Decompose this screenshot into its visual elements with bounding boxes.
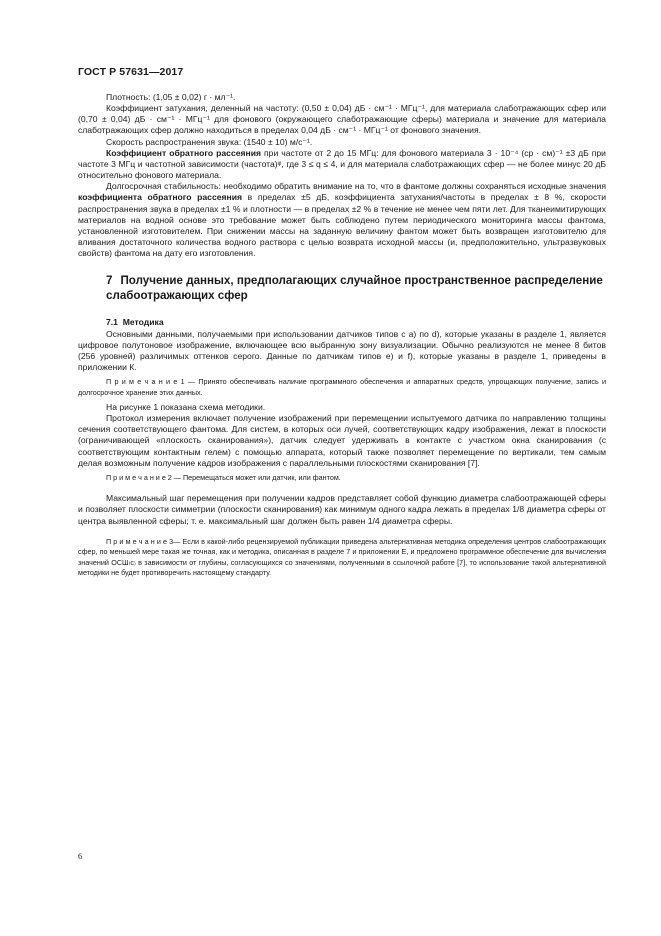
note-3-label: П р и м е ч а н и е 3 <box>106 536 174 546</box>
attenuation-paragraph: Коэффициент затухания, деленный на частоту: (0,50 ± 0,04) дБ · см⁻¹ · МГц⁻¹, для материала слаботражающих сфер или (0,70 ± 0,04) дБ · см⁻¹ · МГц⁻¹ для фонового (окружающего слаботражающие сферы) материала и значение для материала слаботражающих сфер должно находиться в пределах 0,04 дБ · см⁻¹ · МГц⁻¹ от фонового значения. <box>78 103 606 136</box>
note-1-text: — Принято обеспечивать наличие программного обеспечения и аппаратных средств, упрощающих получение, запись и долгосрочное хранение этих данных. <box>78 377 606 397</box>
stability-text-b: в пределах ±5 дБ, коэффициента затухания/частоты в пределах ± 8 %, скорости распространения звука в пределах ±1 % и плотности — в пределах ±2 % в течение не менее чем пяти лет. Для тканеимитирующих материалов на водной основе это требование может быть соблюдено путем периодического мониторинга массы фантома, установленной изготовителем. При снижении массы на заданную величину фантом может быть возвращен изготовителю для вливания достаточного количества водного раствора с целью возврата исходной массы (и, предположительно, ультразвуковых свойств) фантома на дату его изготовления. <box>78 192 606 259</box>
document-body <box>78 92 606 578</box>
subsection-title: Методика <box>122 317 164 328</box>
method-paragraph-2: На рисунке 1 показана схема методики. <box>106 401 266 412</box>
page-number: 6 <box>78 851 83 861</box>
stability-text-a: Долгосрочная стабильность: необходимо обратить внимание на то, что в фантоме должны сохраняться исходные значения <box>106 181 606 192</box>
section-7-number: 7 <box>106 274 113 288</box>
stability-term: коэффициента обратного рассеяния <box>78 192 243 203</box>
method-paragraph-1: Основными данными, получаемыми при использовании датчиков типов с а) по d), которые указаны в разделе 1, является цифровое полутоновое изображение, включающее всю выбранную зону визуализации. Обычно реализуются не менее 8 битов (256 уровней) различимых оттенков серого. Данные по датчикам типов е) и f), которые указаны в разделе 1, приведены в приложении К. <box>78 328 606 372</box>
method-paragraph-4: Максимальный шаг перемещения при получении кадров представляет собой функцию диаметра слабоотражающей сферы и позволяет плоскости симметрии (плоскости сканирования) как минимум одного кадра лежать в пределах 1/8 диаметра сферы от центра выявленной сферы; т. е. максимальный шаг должен быть равен 1/4 диаметра сферы. <box>78 493 606 526</box>
note-3 <box>78 537 606 579</box>
note-1 <box>78 377 606 398</box>
section-7-title: Получение данных, предполагающих случайное пространственное распределение слабоотражающих сфер <box>106 274 603 303</box>
document-header: ГОСТ Р 57631—2017 <box>78 66 184 78</box>
note-2-text: — Перемещаться может или датчик, или фантом. <box>171 472 341 482</box>
section-7-heading <box>78 273 606 303</box>
backscatter-text: при частоте от 2 до 15 МГц: для фонового материала 3 · 10⁻⁴ (ср · см)⁻¹ ±3 дБ при частоте 3 МГц и частотной зависимости (частота)ᵠ, где 3 ≤ q ≤ 4, и для материала слаботражающих сфер — не более минус 20 дБ относительно фонового материала. <box>78 147 606 181</box>
backscatter-term: Коэффициент обратного рассеяния <box>106 147 262 158</box>
subsection-number: 7.1 <box>106 317 118 328</box>
note-2-label: П р и м е ч а н и е 2 <box>106 472 172 482</box>
density-paragraph: Плотность: (1,05 ± 0,02) г · мл⁻¹. <box>106 92 236 102</box>
method-paragraph-3: Протокол измерения включает получение изображений при перемещении испытуемого датчика по направлению толщины сечения соответствующего фантома. Для систем, в которых оси лучей, соответствующих кадру изображения, лежат в плоскости (ограничивающей «плоскость сканирования»), датчик следует удерживать в контакте с участком окна сканирования (с соответствующим контактным гелем) с помощью аппарата, который также позволяет перемещение по вертикали, тем самым делая возможным получение кадров изображения с параллельными плоскостями сканирования [7]. <box>78 413 606 468</box>
sound-speed-paragraph: Скорость распространения звука: (1540 ± 10) м/с⁻¹. <box>106 136 313 147</box>
note-3-text: — Если в какой-либо рецензируемой публикации приведена альтернативная методика определения центров слабоотражающих сфер, по меньшей мере такая же точная, как и методика, описанная в разделе 7 и приложении Е, и предложено программное обеспечение для вычисления значений OCШ₍c₎ в зависимости от глубины, согласующихся со значениями, полученными в ссылочной работе [7], то использование такой альтернативной методики не будет противоречить настоящему стандарту. <box>78 536 607 577</box>
backscatter-paragraph <box>78 148 606 181</box>
note-1-label: П р и м е ч а н и е 1 <box>106 377 185 387</box>
subsection-7-1-heading <box>78 317 606 328</box>
note-2 <box>78 473 606 483</box>
stability-paragraph <box>78 181 606 259</box>
